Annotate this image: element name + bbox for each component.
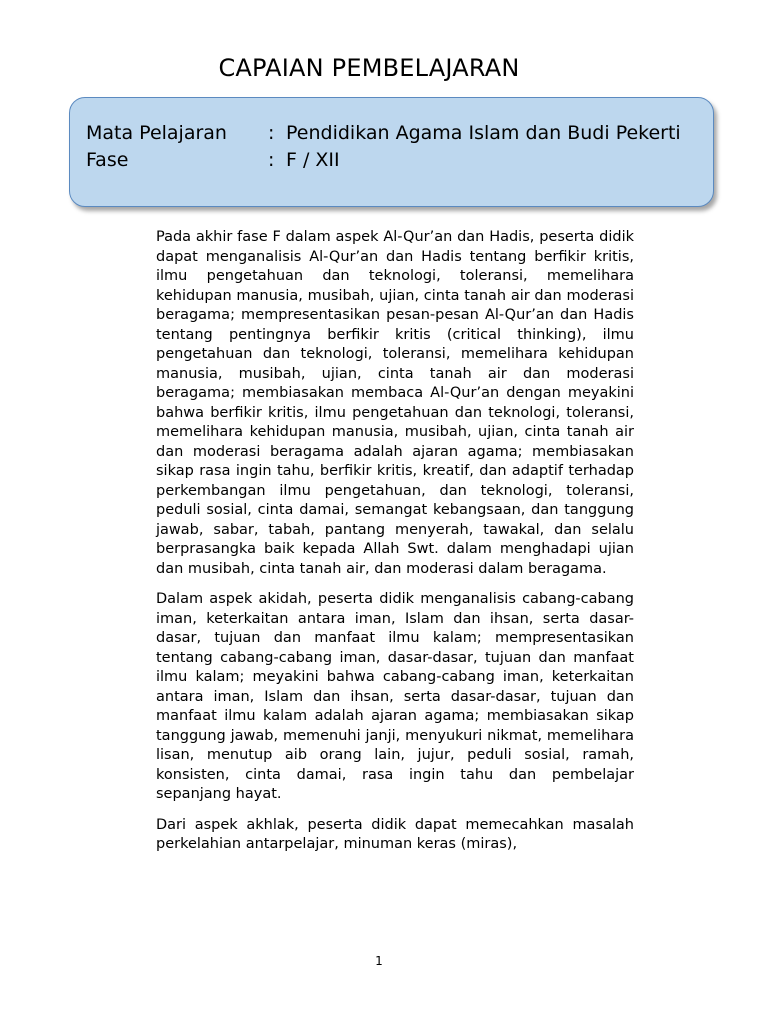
info-box bbox=[69, 97, 714, 207]
phase-row bbox=[86, 147, 340, 173]
body-text bbox=[156, 228, 634, 866]
phase-label: Fase bbox=[86, 149, 129, 171]
phase-colon: : bbox=[268, 149, 275, 171]
subject-colon: : bbox=[268, 122, 275, 144]
page-title: CAPAIAN PEMBELAJARAN bbox=[218, 54, 520, 82]
subject-row bbox=[86, 120, 681, 146]
paragraph-akidah: Dalam aspek akidah, peserta didik menganalisis cabang-cabang iman, keterkaitan antara iman, Islam dan ihsan, serta dasar-dasar, tujuan dan manfaat ilmu kalam; mempresentasikan tentang cabang-cabang iman, dasar-dasar, tujuan dan manfaat ilmu kalam; meyakini bahwa cabang-cabang iman, keterkaitan antara iman, Islam dan ihsan, serta dasar-dasar, tujuan dan manfaat ilmu kalam adalah ajaran agama; membiasakan sikap tanggung jawab, memenuhi janji, menyukuri nikmat, memelihara lisan, menutup aib orang lain, jujur, peduli sosial, ramah, konsisten, cinta damai, rasa ingin tahu dan pembelajar sepanjang hayat. bbox=[156, 591, 634, 802]
phase-value: F / XII bbox=[286, 149, 340, 171]
page-number: 1 bbox=[375, 954, 383, 968]
subject-label: Mata Pelajaran bbox=[86, 122, 227, 144]
subject-value: Pendidikan Agama Islam dan Budi Pekerti bbox=[286, 122, 681, 144]
paragraph-akhlak: Dari aspek akhlak, peserta didik dapat memecahkan masalah perkelahian antarpelajar, minuman keras (miras), bbox=[156, 816, 634, 852]
paragraph-quran-hadis: Pada akhir fase F dalam aspek Al-Qur’an dan Hadis, peserta didik dapat menganalisis Al-Qur’an dan Hadis tentang berfikir kritis, ilmu pengetahuan dan teknologi, toleransi, memelihara kehidupan manusia, musibah, ujian, cinta tanah air dan moderasi beragama; mempresentasikan pesan-pesan Al-Qur’an dan Hadis tentang pentingnya berfikir kritis (critical thinking), ilmu pengetahuan dan teknologi, toleransi, memelihara kehidupan manusia, musibah, ujian, cinta tanah air dan moderasi beragama; membiasakan membaca Al-Qur’an dengan meyakini bahwa berfikir kritis, ilmu pengetahuan dan teknologi, toleransi, memelihara kehidupan manusia, musibah, ujian, cinta tanah air dan moderasi beragama adalah ajaran agama; membiasakan sikap rasa ingin tahu, berfikir kritis, kreatif, dan adaptif terhadap perkembangan ilmu pengetahuan, dan teknologi, toleransi, peduli sosial, cinta damai, semangat kebangsaan, dan tanggung jawab, sabar, tabah, pantang menyerah, tawakal, dan selalu berprasangka baik kepada Allah Swt. dalam menghadapi ujian dan musibah, cinta tanah air, dan moderasi dalam beragama. bbox=[156, 229, 634, 577]
